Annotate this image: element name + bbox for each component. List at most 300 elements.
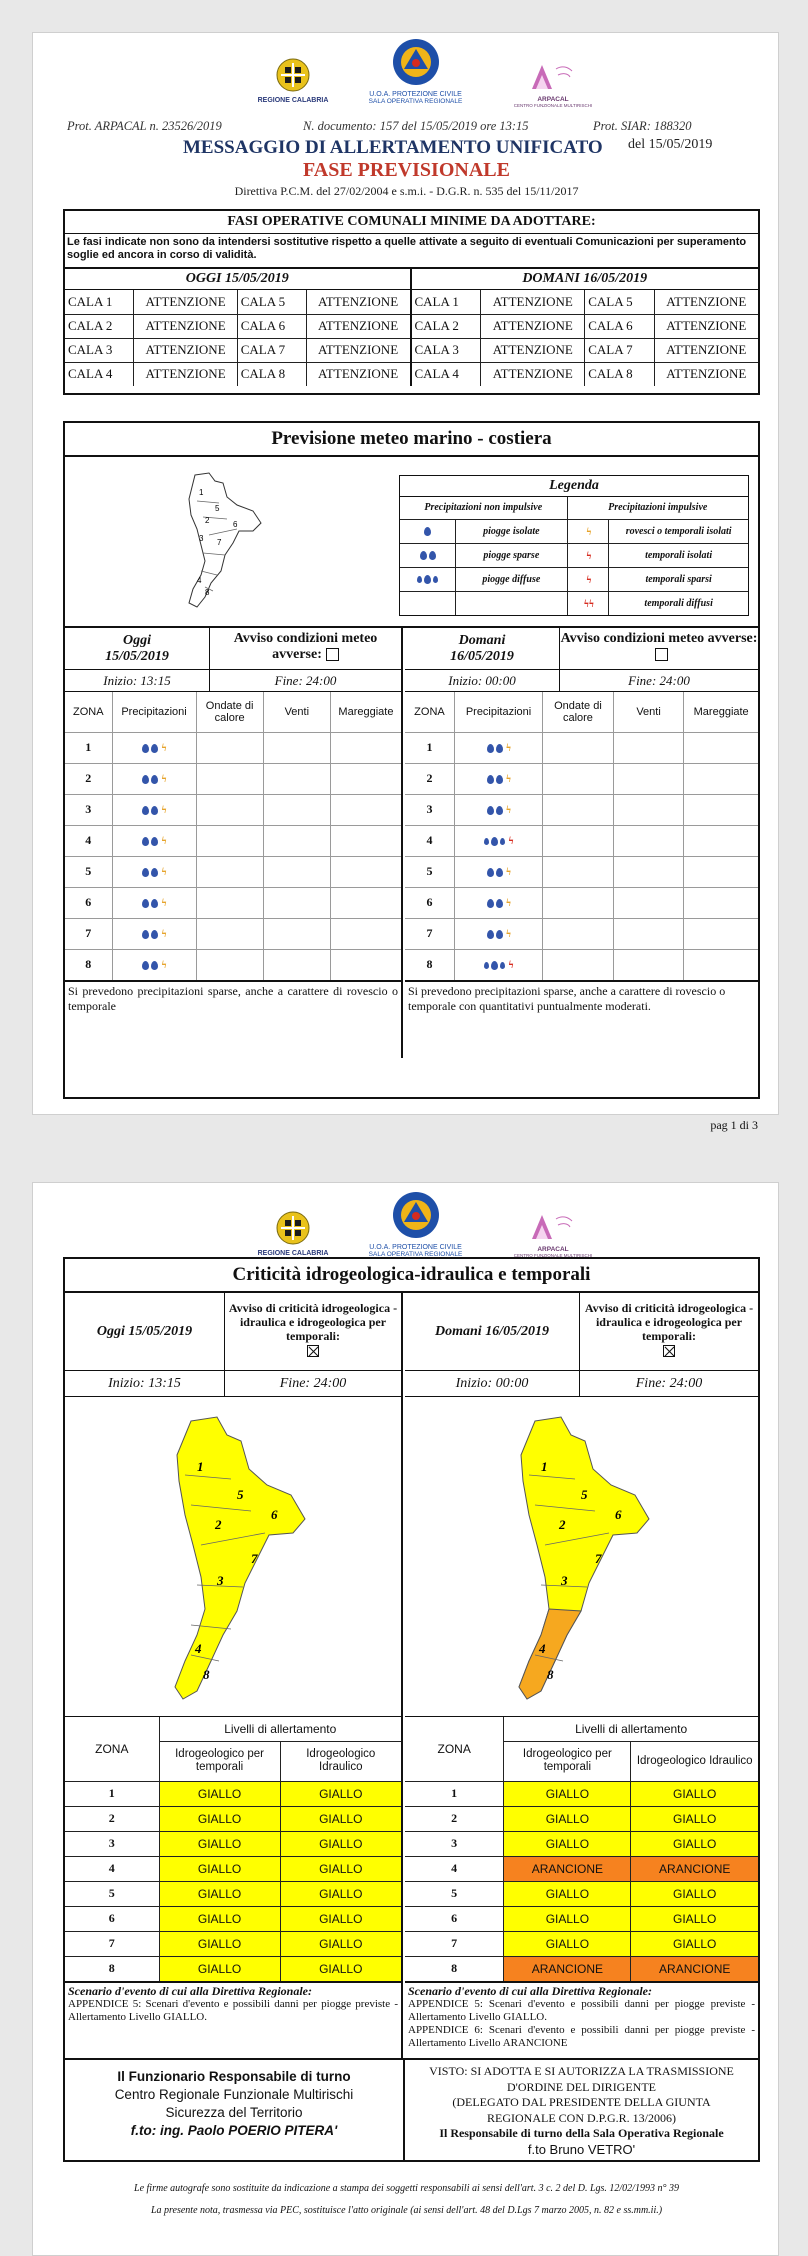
meteo-precip bbox=[112, 949, 196, 980]
today-cell: CALA 1 bbox=[65, 290, 134, 314]
lightning-icon: ϟ bbox=[586, 573, 592, 586]
map-today-zone-8: 8 bbox=[203, 1667, 210, 1682]
livelli-row bbox=[65, 1881, 401, 1906]
map-today-zone-2: 2 bbox=[215, 1517, 222, 1532]
today-cell: CALA 8 bbox=[237, 362, 306, 386]
drop-icon bbox=[487, 744, 494, 753]
livelli-row bbox=[405, 1956, 758, 1981]
meteo-zone: 2 bbox=[405, 763, 454, 794]
signature-left: Il Funzionario Responsabile di turno Centro Regionale Funzionale Multirischi Sicurezza del Territorio f.to: ing. Paolo POERIO PITERA' bbox=[65, 2060, 405, 2160]
drop-icon bbox=[487, 868, 494, 877]
drop-icon bbox=[491, 837, 498, 846]
page-2 bbox=[32, 1182, 779, 2256]
livelli-level: GIALLO bbox=[159, 1931, 280, 1956]
meteo-tomorrow-start: Inizio: 00:00 bbox=[405, 670, 560, 691]
meteo-row bbox=[405, 732, 758, 763]
meteo-empty-cell bbox=[263, 856, 330, 887]
meteo-empty-cell bbox=[613, 763, 684, 794]
meteo-empty-cell bbox=[613, 856, 684, 887]
page-1 bbox=[32, 32, 779, 1132]
lightning-icon: ϟ bbox=[505, 866, 512, 879]
map-small-zone-6: 6 bbox=[233, 520, 238, 529]
drop-icon bbox=[142, 806, 149, 815]
livelli-header: Livelli di allertamento bbox=[159, 1717, 401, 1741]
fasi-tomorrow-label: DOMANI 16/05/2019 bbox=[412, 269, 759, 290]
fasi-operative-box bbox=[63, 209, 760, 395]
drop-icon bbox=[433, 576, 438, 583]
meteo-precip bbox=[454, 825, 542, 856]
map-tomorrow-zone-7: 7 bbox=[595, 1551, 602, 1566]
fasi-note: Le fasi indicate non sono da intendersi sostitutive rispetto a quelle attivate a seguito di eventuali Comunicazioni per superamento soglie ed ancora in corso di validità. bbox=[65, 234, 758, 269]
legend-label: piogge isolate bbox=[456, 519, 567, 543]
meteo-empty-cell bbox=[196, 825, 263, 856]
drop-icon bbox=[142, 868, 149, 877]
meteo-empty-cell bbox=[613, 794, 684, 825]
tomorrow-cell: CALA 2 bbox=[412, 314, 481, 338]
meteo-empty-cell bbox=[330, 794, 401, 825]
today-cell: CALA 2 bbox=[65, 314, 134, 338]
fasi-heading: FASI OPERATIVE COMUNALI MINIME DA ADOTTARE: bbox=[65, 211, 758, 234]
meteo-tomorrow-date: 16/05/2019 bbox=[450, 649, 514, 664]
map-tomorrow-zone-1: 1 bbox=[541, 1459, 548, 1474]
drop-icon bbox=[496, 930, 503, 939]
meteo-empty-cell bbox=[196, 763, 263, 794]
prot-arpacal: Prot. ARPACAL n. 23526/2019 bbox=[67, 119, 222, 133]
meteo-empty-cell bbox=[543, 856, 614, 887]
drop-icon bbox=[484, 962, 489, 969]
livelli-level: GIALLO bbox=[159, 1956, 280, 1981]
livelli-level: GIALLO bbox=[280, 1906, 401, 1931]
livelli-row bbox=[65, 1956, 401, 1981]
legend-row bbox=[400, 567, 748, 591]
livelli-level: ARANCIONE bbox=[631, 1956, 758, 1981]
livelli-zone: 3 bbox=[405, 1831, 504, 1856]
fasi-row bbox=[65, 338, 410, 362]
fasi-row bbox=[65, 362, 410, 386]
meteo-empty-cell bbox=[613, 918, 684, 949]
tomorrow-cell: ATTENZIONE bbox=[654, 338, 758, 362]
meteo-empty-cell bbox=[196, 732, 263, 763]
drop-icon bbox=[424, 575, 431, 584]
meteo-col-header: ZONA bbox=[65, 692, 112, 732]
lightning-icon: ϟ bbox=[508, 835, 514, 848]
fasi-tomorrow-table bbox=[412, 290, 759, 386]
meteo-empty-cell bbox=[543, 949, 614, 980]
livelli-zone: 8 bbox=[405, 1956, 504, 1981]
meteo-col-header: Ondate di calore bbox=[196, 692, 263, 732]
livelli-zone: 5 bbox=[405, 1881, 504, 1906]
meteo-row bbox=[65, 887, 401, 918]
meteo-empty-cell bbox=[684, 949, 758, 980]
livelli-row bbox=[405, 1906, 758, 1931]
meteo-precip bbox=[112, 887, 196, 918]
drop-icon bbox=[496, 806, 503, 815]
livelli-level: GIALLO bbox=[631, 1881, 758, 1906]
today-cell: CALA 4 bbox=[65, 362, 134, 386]
legend-label: rovesci o temporali isolati bbox=[609, 519, 748, 543]
today-cell: CALA 5 bbox=[237, 290, 306, 314]
drop-icon bbox=[417, 576, 422, 583]
meteo-zone: 3 bbox=[405, 794, 454, 825]
livelli-row bbox=[65, 1906, 401, 1931]
livelli-zone: 1 bbox=[405, 1781, 504, 1806]
meteo-tomorrow bbox=[405, 628, 758, 1058]
meteo-empty-cell bbox=[196, 949, 263, 980]
meteo-precip bbox=[454, 887, 542, 918]
meteo-zone: 1 bbox=[65, 732, 112, 763]
meteo-zone: 7 bbox=[65, 918, 112, 949]
meteo-col-header: ZONA bbox=[405, 692, 454, 732]
meteo-row bbox=[405, 918, 758, 949]
message-title: MESSAGGIO DI ALLERTAMENTO UNIFICATO bbox=[183, 137, 603, 158]
meteo-zone: 4 bbox=[65, 825, 112, 856]
meteo-empty-cell bbox=[263, 825, 330, 856]
meteo-zone: 6 bbox=[405, 887, 454, 918]
lightning-icon: ϟ bbox=[586, 525, 592, 538]
meteo-empty-cell bbox=[684, 763, 758, 794]
livelli-level: ARANCIONE bbox=[504, 1856, 631, 1881]
meteo-empty-cell bbox=[613, 949, 684, 980]
tomorrow-cell: CALA 6 bbox=[585, 314, 654, 338]
map-tomorrow-zone-8: 8 bbox=[547, 1667, 554, 1682]
tomorrow-cell: ATTENZIONE bbox=[481, 314, 585, 338]
livelli-level: GIALLO bbox=[504, 1881, 631, 1906]
directive: Direttiva P.C.M. del 27/02/2004 e s.m.i. - D.G.R. n. 535 del 15/11/2017 bbox=[234, 184, 579, 198]
lightning-icon: ϟϟ bbox=[583, 597, 594, 610]
meteo-today bbox=[65, 628, 403, 1058]
tomorrow-cell: CALA 5 bbox=[585, 290, 654, 314]
livelli-zone: 6 bbox=[405, 1906, 504, 1931]
tomorrow-cell: CALA 4 bbox=[412, 362, 481, 386]
drop-icon bbox=[151, 775, 158, 784]
livelli-zone: 3 bbox=[65, 1831, 159, 1856]
lightning-icon: ϟ bbox=[505, 773, 512, 786]
today-cell: ATTENZIONE bbox=[134, 338, 237, 362]
livelli-row bbox=[65, 1856, 401, 1881]
lightning-icon: ϟ bbox=[505, 928, 512, 941]
criticita-today-checkbox bbox=[307, 1345, 319, 1357]
meteo-tomorrow-label: Domani bbox=[458, 633, 506, 648]
meteo-empty-cell bbox=[330, 918, 401, 949]
footnote-1: Le firme autografe sono sostituite da indicazione a stampa dei soggetti responsabili ai sensi dell'art. 3 c. 2 del D. Lgs. 12/02/1993 n° 39 bbox=[134, 2183, 679, 2194]
map-today-zone-1: 1 bbox=[197, 1459, 204, 1474]
legend bbox=[399, 475, 749, 616]
meteo-empty-cell bbox=[543, 732, 614, 763]
meteo-zone: 8 bbox=[65, 949, 112, 980]
meteo-empty-cell bbox=[263, 949, 330, 980]
livelli-level: GIALLO bbox=[631, 1781, 758, 1806]
criticita-today-map bbox=[161, 1415, 311, 1705]
meteo-empty-cell bbox=[263, 887, 330, 918]
livelli-zone: 4 bbox=[65, 1856, 159, 1881]
criticita-title: Criticità idrogeologica-idraulica e temporali bbox=[65, 1259, 758, 1293]
meteo-empty-cell bbox=[330, 732, 401, 763]
meteo-zone: 6 bbox=[65, 887, 112, 918]
meteo-zone: 8 bbox=[405, 949, 454, 980]
fasi-row bbox=[412, 362, 759, 386]
lightning-icon: ϟ bbox=[505, 804, 512, 817]
drop-icon bbox=[500, 838, 505, 845]
meteo-empty-cell bbox=[330, 856, 401, 887]
arpacal-logo: ARPACAL CENTRO FUNZIONALE MULTIRISCHI bbox=[508, 61, 598, 108]
drop-icon bbox=[420, 551, 427, 560]
livelli-tomorrow-table bbox=[405, 1717, 758, 1981]
today-cell: ATTENZIONE bbox=[306, 314, 409, 338]
meteo-col-header: Precipitazioni bbox=[112, 692, 196, 732]
protezione-civile-logo: U.O.A. PROTEZIONE CIVILE SALA OPERATIVA REGIONALE bbox=[358, 38, 473, 105]
livelli-level: GIALLO bbox=[159, 1906, 280, 1931]
meteo-empty-cell bbox=[543, 794, 614, 825]
livelli-level: GIALLO bbox=[280, 1806, 401, 1831]
signature-right: VISTO: SI ADOTTA E SI AUTORIZZA LA TRASMISSIONE D'ORDINE DEL DIRIGENTE (DELEGATO DAL PRESIDENTE DELLA GIUNTA REGIONALE CON D.P.G.R. 13/2006) Il Responsabile di turno della Sala Operativa Regionale f.to Bruno VETRO' bbox=[429, 2064, 734, 2157]
fasi-row bbox=[65, 314, 410, 338]
tomorrow-cell: CALA 8 bbox=[585, 362, 654, 386]
livelli-row bbox=[405, 1931, 758, 1956]
livelli-zona-header: ZONA bbox=[405, 1717, 504, 1781]
map-small-zone-7: 7 bbox=[217, 538, 222, 547]
legend-label: temporali diffusi bbox=[609, 591, 748, 615]
scenario-tomorrow-text-2: APPENDICE 6: Scenari d'evento e possibili danni per piogge previste - Allertamento Livello ARANCIONE bbox=[408, 2024, 755, 2049]
meteo-row bbox=[65, 732, 401, 763]
drop-icon bbox=[487, 775, 494, 784]
livelli-zone: 1 bbox=[65, 1781, 159, 1806]
fasi-row bbox=[65, 290, 410, 314]
drop-icon bbox=[424, 527, 431, 536]
criticita-today-map-area bbox=[65, 1397, 401, 1717]
meteo-tomorrow-avviso-checkbox bbox=[655, 648, 668, 661]
livelli-zone: 7 bbox=[65, 1931, 159, 1956]
tomorrow-cell: ATTENZIONE bbox=[654, 362, 758, 386]
meteo-row bbox=[405, 763, 758, 794]
meteo-row bbox=[65, 794, 401, 825]
drop-icon bbox=[151, 868, 158, 877]
meteo-empty-cell bbox=[613, 825, 684, 856]
legend-col-non-impulsive: Precipitazioni non impulsive bbox=[400, 497, 567, 519]
drop-icon bbox=[496, 775, 503, 784]
drop-icon bbox=[487, 930, 494, 939]
meteo-zone: 3 bbox=[65, 794, 112, 825]
livelli-zone: 7 bbox=[405, 1931, 504, 1956]
meteo-empty-cell bbox=[613, 887, 684, 918]
regione-calabria-logo: REGIONE CALABRIA bbox=[248, 58, 338, 104]
map-today-zone-5: 5 bbox=[237, 1487, 244, 1502]
meteo-empty-cell bbox=[613, 732, 684, 763]
today-cell: ATTENZIONE bbox=[134, 362, 237, 386]
lightning-icon: ϟ bbox=[161, 897, 167, 910]
prot-siar: Prot. SIAR: 188320 bbox=[593, 119, 692, 133]
fasi-today-table bbox=[65, 290, 410, 386]
drop-icon bbox=[151, 961, 158, 970]
meteo-row bbox=[65, 763, 401, 794]
livelli-level: GIALLO bbox=[159, 1831, 280, 1856]
livelli-zona-header: ZONA bbox=[65, 1717, 159, 1781]
livelli-zone: 5 bbox=[65, 1881, 159, 1906]
meteo-precip bbox=[112, 856, 196, 887]
meteo-today-note: Si prevedono precipitazioni sparse, anche a carattere di rovescio o temporale bbox=[65, 980, 401, 1016]
livelli-level: GIALLO bbox=[504, 1806, 631, 1831]
livelli-row bbox=[65, 1831, 401, 1856]
criticita-tomorrow bbox=[405, 1293, 758, 2058]
meteo-empty-cell bbox=[684, 825, 758, 856]
tomorrow-cell: ATTENZIONE bbox=[654, 314, 758, 338]
fase-previsionale: FASE PREVISIONALE bbox=[303, 159, 510, 181]
meteo-precip bbox=[454, 794, 542, 825]
legend-table bbox=[400, 497, 748, 615]
meteo-row bbox=[65, 918, 401, 949]
criticita-today bbox=[65, 1293, 403, 2058]
livelli-level: GIALLO bbox=[280, 1831, 401, 1856]
lightning-icon: ϟ bbox=[161, 866, 167, 879]
livelli-zone: 2 bbox=[405, 1806, 504, 1831]
drop-icon bbox=[151, 744, 158, 753]
legend-label: temporali sparsi bbox=[609, 567, 748, 591]
meteo-precip bbox=[112, 918, 196, 949]
meteo-empty-cell bbox=[684, 856, 758, 887]
meteo-empty-cell bbox=[330, 887, 401, 918]
meteo-precip bbox=[454, 732, 542, 763]
lightning-icon: ϟ bbox=[586, 549, 592, 562]
legend-col-impulsive: Precipitazioni impulsive bbox=[567, 497, 748, 519]
meteo-row bbox=[65, 856, 401, 887]
meteo-empty-cell bbox=[330, 825, 401, 856]
tomorrow-cell: ATTENZIONE bbox=[481, 290, 585, 314]
drop-icon bbox=[142, 744, 149, 753]
footnote-2: La presente nota, trasmessa via PEC, sostituisce l'atto originale (ai sensi dell'art. 48 del D.Lgs 7 marzo 2005, n. 82 e ss.mm.ii.) bbox=[150, 2205, 663, 2216]
meteo-col-header: Ondate di calore bbox=[543, 692, 614, 732]
calabria-zone-map-small bbox=[175, 471, 270, 611]
drop-icon bbox=[142, 930, 149, 939]
lightning-icon: ϟ bbox=[161, 742, 167, 755]
meteo-empty-cell bbox=[263, 794, 330, 825]
livelli-col-idraulico: Idrogeologico Idraulico bbox=[631, 1741, 758, 1781]
tomorrow-cell: ATTENZIONE bbox=[654, 290, 758, 314]
livelli-zone: 8 bbox=[65, 1956, 159, 1981]
meteo-col-header: Mareggiate bbox=[684, 692, 758, 732]
page-number: pag 1 di 3 bbox=[710, 1118, 758, 1132]
meteo-empty-cell bbox=[543, 887, 614, 918]
criticita-today-avviso: Avviso di criticità idrogeologica - idraulica e idrogeologica per temporali: bbox=[228, 1301, 398, 1343]
document-number: N. documento: 157 del 15/05/2019 ore 13:15 bbox=[303, 119, 529, 133]
lightning-icon: ϟ bbox=[505, 897, 512, 910]
meteo-empty-cell bbox=[543, 918, 614, 949]
meteo-row bbox=[405, 794, 758, 825]
criticita-tomorrow-label: Domani 16/05/2019 bbox=[405, 1293, 580, 1370]
drop-icon bbox=[496, 899, 503, 908]
meteo-zone: 5 bbox=[405, 856, 454, 887]
map-small-zone-5: 5 bbox=[215, 504, 220, 513]
fasi-row bbox=[412, 314, 759, 338]
livelli-row bbox=[65, 1781, 401, 1806]
lightning-icon: ϟ bbox=[508, 959, 514, 972]
drop-icon bbox=[142, 961, 149, 970]
lightning-icon: ϟ bbox=[161, 835, 167, 848]
meteo-col-header: Venti bbox=[613, 692, 684, 732]
arpacal-logo-2: ARPACAL CENTRO FUNZIONALE MULTIRISCHI bbox=[508, 1211, 598, 1258]
livelli-zone: 2 bbox=[65, 1806, 159, 1831]
meteo-row bbox=[405, 949, 758, 980]
livelli-col-idraulico: Idrogeologico Idraulico bbox=[280, 1741, 401, 1781]
map-small-zone-4: 4 bbox=[197, 576, 202, 585]
map-small-zone-3: 3 bbox=[199, 534, 204, 543]
meteo-empty-cell bbox=[330, 763, 401, 794]
livelli-level: GIALLO bbox=[631, 1931, 758, 1956]
map-tomorrow-zone-4: 4 bbox=[539, 1641, 546, 1656]
meteo-tomorrow-avviso: Avviso condizioni meteo avverse: bbox=[560, 631, 758, 646]
legend-row bbox=[400, 519, 748, 543]
livelli-level: GIALLO bbox=[280, 1856, 401, 1881]
livelli-row bbox=[405, 1781, 758, 1806]
drop-icon bbox=[500, 962, 505, 969]
livelli-level: GIALLO bbox=[504, 1906, 631, 1931]
lightning-icon: ϟ bbox=[161, 773, 167, 786]
drop-icon bbox=[151, 806, 158, 815]
livelli-level: GIALLO bbox=[159, 1806, 280, 1831]
meteo-empty-cell bbox=[684, 887, 758, 918]
meteo-row bbox=[65, 825, 401, 856]
meteo-empty-cell bbox=[196, 887, 263, 918]
meteo-empty-cell bbox=[263, 918, 330, 949]
livelli-col-temporali: Idrogeologico per temporali bbox=[504, 1741, 631, 1781]
meteo-row bbox=[405, 856, 758, 887]
map-today-zone-6: 6 bbox=[271, 1507, 278, 1522]
livelli-header: Livelli di allertamento bbox=[504, 1717, 758, 1741]
today-cell: ATTENZIONE bbox=[306, 290, 409, 314]
protezione-civile-logo-2: U.O.A. PROTEZIONE CIVILE SALA OPERATIVA REGIONALE bbox=[358, 1191, 473, 1258]
map-tomorrow-zone-3: 3 bbox=[561, 1573, 568, 1588]
meteo-empty-cell bbox=[263, 763, 330, 794]
tomorrow-cell: CALA 7 bbox=[585, 338, 654, 362]
signatures bbox=[65, 2058, 758, 2160]
meteo-precip bbox=[454, 763, 542, 794]
tomorrow-cell: CALA 3 bbox=[412, 338, 481, 362]
tomorrow-cell: ATTENZIONE bbox=[481, 362, 585, 386]
criticita-tomorrow-map-area bbox=[405, 1397, 758, 1717]
legend-row bbox=[400, 543, 748, 567]
meteo-zone: 4 bbox=[405, 825, 454, 856]
legend-label: temporali isolati bbox=[609, 543, 748, 567]
livelli-level: GIALLO bbox=[631, 1806, 758, 1831]
lightning-icon: ϟ bbox=[505, 742, 512, 755]
fasi-row bbox=[412, 338, 759, 362]
drop-icon bbox=[142, 837, 149, 846]
meteo-empty-cell bbox=[684, 918, 758, 949]
criticita-tomorrow-map bbox=[505, 1415, 655, 1705]
livelli-level: GIALLO bbox=[280, 1956, 401, 1981]
meteo-empty-cell bbox=[330, 949, 401, 980]
drop-icon bbox=[484, 838, 489, 845]
meteo-today-date: 15/05/2019 bbox=[105, 649, 169, 664]
map-tomorrow-zone-5: 5 bbox=[581, 1487, 588, 1502]
meteo-empty-cell bbox=[684, 732, 758, 763]
livelli-col-temporali: Idrogeologico per temporali bbox=[159, 1741, 280, 1781]
drop-icon bbox=[151, 899, 158, 908]
map-today-zone-3: 3 bbox=[217, 1573, 224, 1588]
map-small-zone-8: 8 bbox=[205, 588, 210, 597]
livelli-zone: 4 bbox=[405, 1856, 504, 1881]
livelli-level: GIALLO bbox=[280, 1931, 401, 1956]
message-date: del 15/05/2019 bbox=[628, 137, 713, 152]
meteo-marino-box bbox=[63, 421, 760, 1099]
meteo-col-header: Venti bbox=[263, 692, 330, 732]
legend-label bbox=[456, 591, 567, 615]
map-tomorrow-zone-2: 2 bbox=[559, 1517, 566, 1532]
meteo-today-avviso-checkbox bbox=[326, 648, 339, 661]
drop-icon bbox=[142, 899, 149, 908]
livelli-level: ARANCIONE bbox=[504, 1956, 631, 1981]
livelli-level: GIALLO bbox=[631, 1906, 758, 1931]
livelli-row bbox=[65, 1806, 401, 1831]
legend-title: Legenda bbox=[400, 476, 748, 497]
